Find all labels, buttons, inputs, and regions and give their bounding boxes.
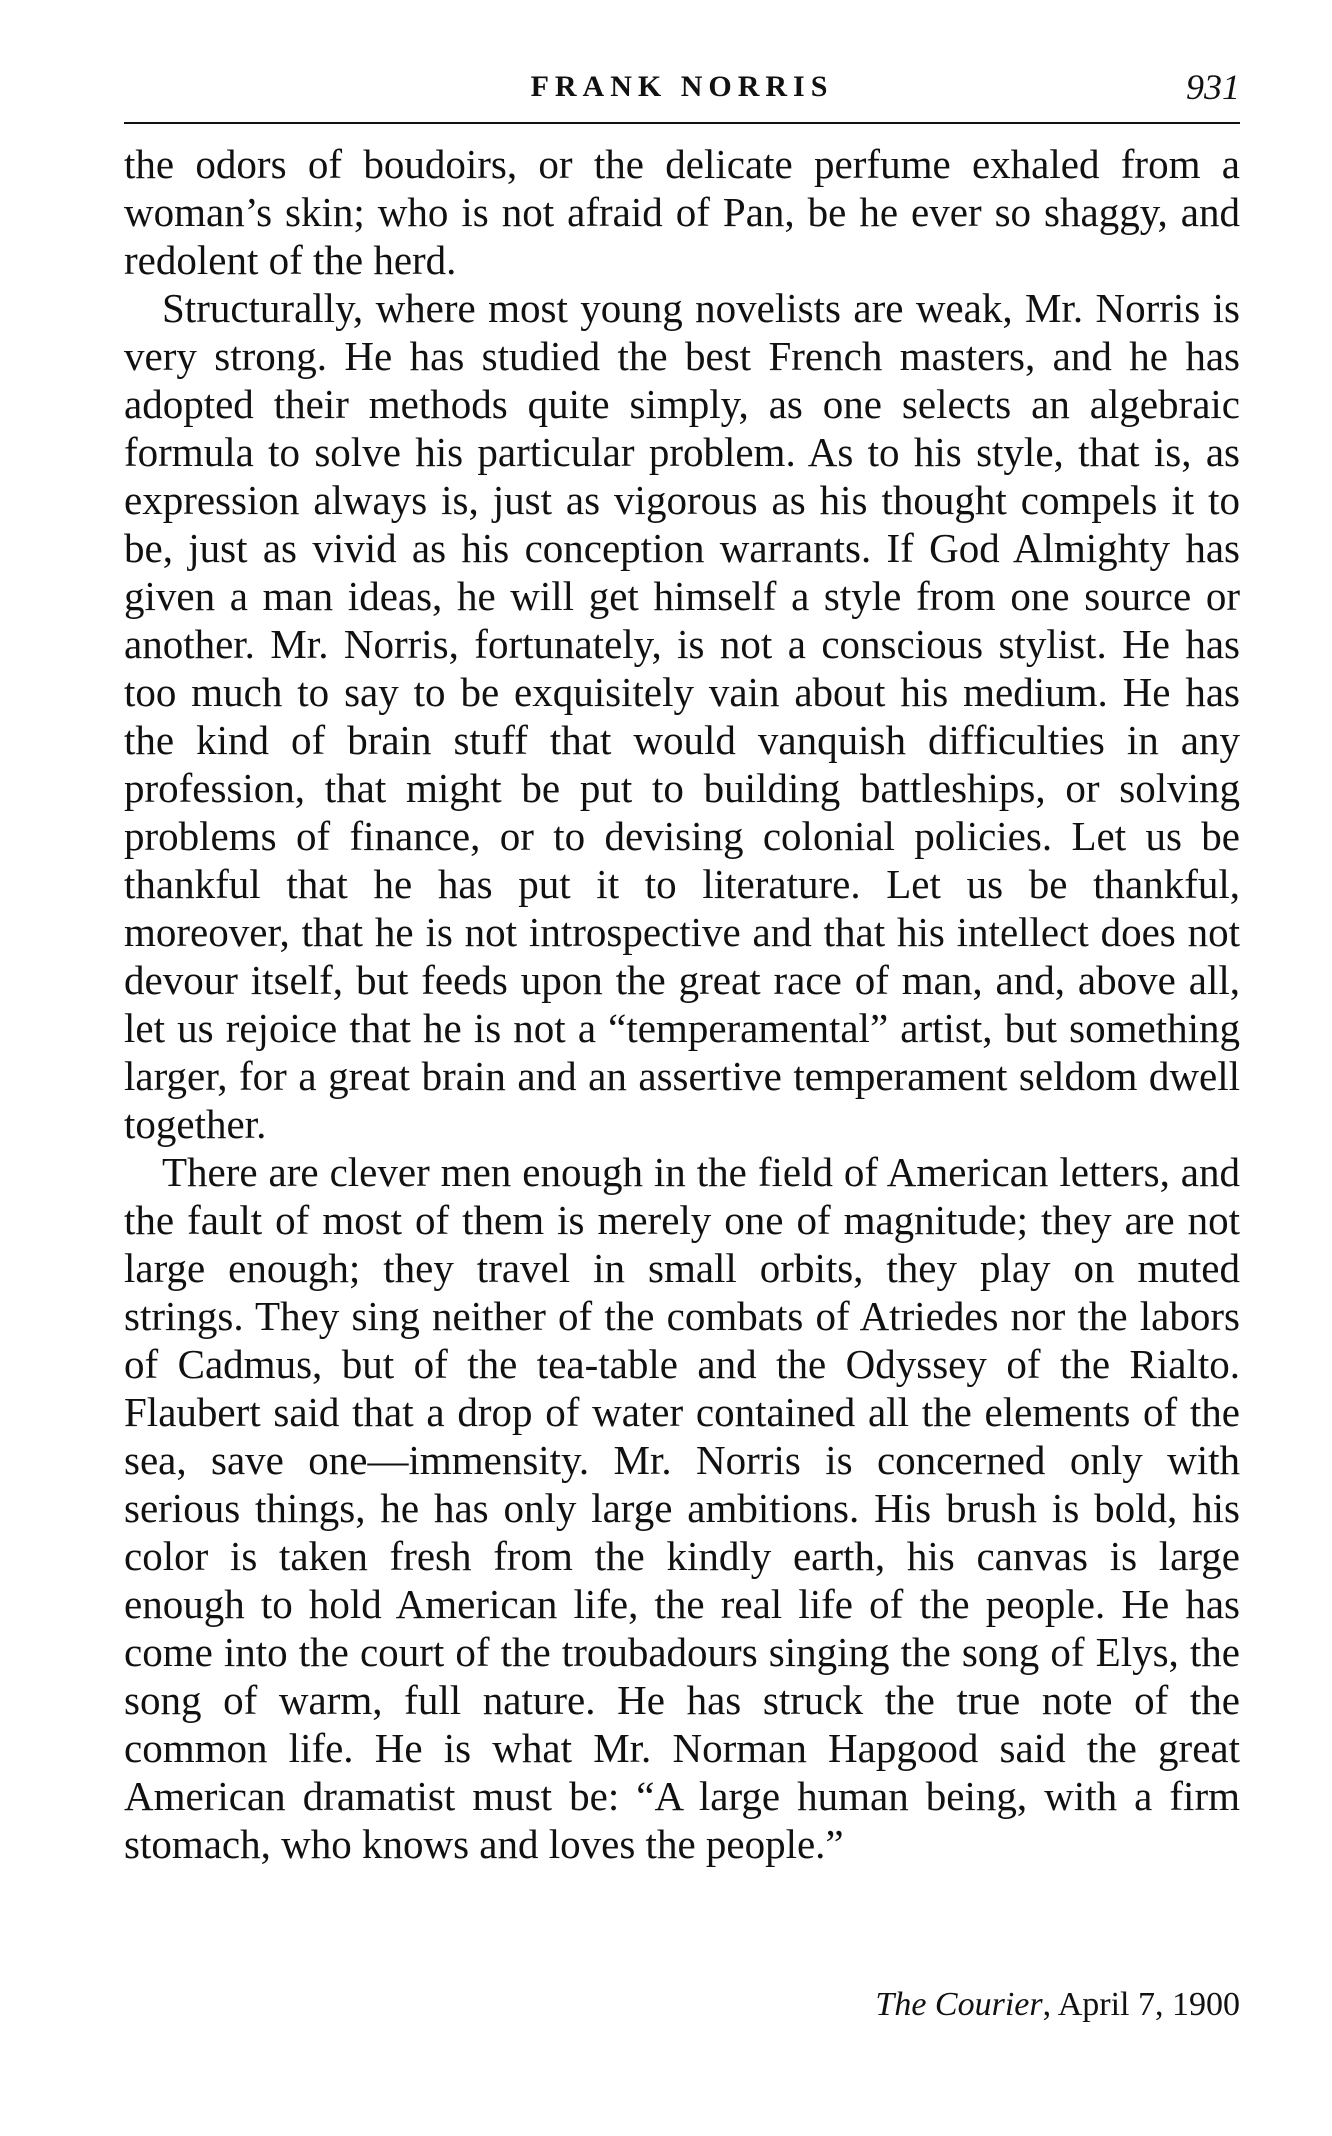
paragraph-continued: the odors of boudoirs, or the delicate perfume exhaled from a woman’s skin; who is not afraid of Pan, be he ever so shaggy, and redolent of the herd. [124,141,1240,283]
paragraph-structure: Structurally, where most young novelists are weak, Mr. Norris is very strong. He has studied the best French masters, and he has adopted their methods quite simply, as one selects an algebraic formula to solve his particular problem. As to his style, that is, as expression always is, just as vigorous as his thought compels it to be, just as vivid as his conception warrants. If God Almighty has given a man ideas, he will get himself a style from one source or another. Mr. Norris, fortunately, is not a conscious stylist. He has too much to say to be exquisitely vain about his medium. He has the kind of brain stuff that would vanquish difficulties in any profession, that might be put to building battleships, or solving problems of finance, or to devising colonial policies. Let us be thankful that he has put it to literature. Let us be thankful, moreover, that he is not introspective and that his intellect does not devour itself, but feeds upon the great race of man, and, above all, let us rejoice that he is not a “temperamental” artist, but something larger, for a great brain and an assertive temperament seldom dwell together. [124,285,1240,1147]
running-head [124,62,1240,110]
header-rule [124,122,1240,124]
page-number: 931 [1186,67,1240,107]
paragraph-american-letters: There are clever men enough in the field of American letters, and the fault of most of them is merely one of magnitude; they are not large enough; they travel in small orbits, they play on muted strings. They sing neither of the combats of Atriedes nor the labors of Cadmus, but of the tea-table and the Odyssey of the Rialto. Flaubert said that a drop of water contained all the elements of the sea, save one—immensity. Mr. Norris is concerned only with serious things, he has only large ambitions. His brush is bold, his color is taken fresh from the kindly earth, his canvas is large enough to hold American life, the real life of the people. He has come into the court of the troubadours singing the song of Elys, the song of warm, full nature. He has struck the true note of the common life. He is what Mr. Norman Hapgood said the great American dramatist must be: “A large human being, with a firm stomach, who knows and loves the people.” [124,1149,1240,1867]
publication-name: The Courier [875,1986,1043,2023]
body-text [124,140,1240,1868]
running-title: FRANK NORRIS [530,70,834,103]
source-citation [875,1986,1240,2024]
publication-date: , April 7, 1900 [1042,1986,1240,2023]
